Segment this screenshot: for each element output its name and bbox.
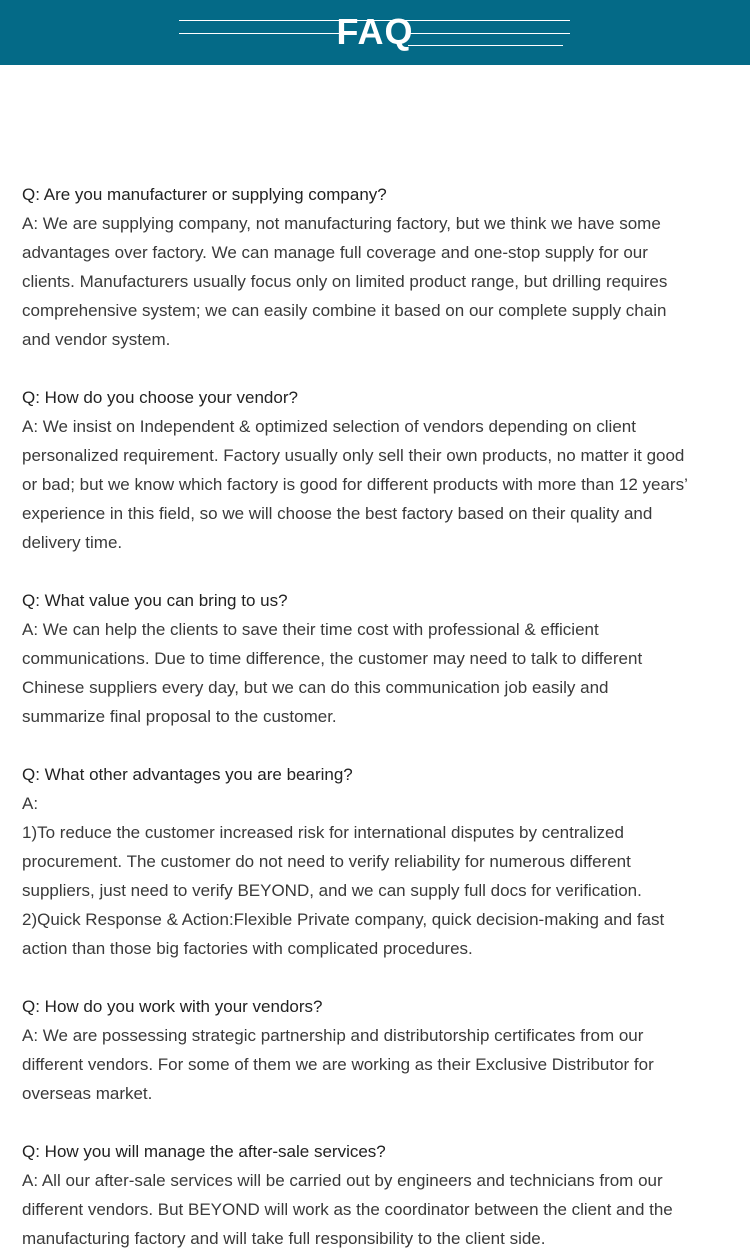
faq-answer-line: comprehensive system; we can easily combine it based on our complete supply chain — [22, 301, 667, 320]
faq-question: Q: Are you manufacturer or supplying company? — [22, 185, 387, 204]
faq-answer-line: summarize final proposal to the customer. — [22, 707, 337, 726]
faq-question: Q: How you will manage the after-sale services? — [22, 1142, 386, 1161]
faq-answer-line: different vendors. But BEYOND will work as the coordinator between the client and the — [22, 1200, 673, 1219]
faq-item — [22, 586, 734, 731]
faq-answer-line: procurement. The customer do not need to verify reliability for numerous different — [22, 852, 631, 871]
faq-list — [0, 65, 734, 1253]
faq-question: Q: What other advantages you are bearing? — [22, 765, 353, 784]
faq-answer-line: personalized requirement. Factory usually only sell their own products, no matter it good — [22, 446, 685, 465]
faq-answer-line: experience in this field, so we will choose the best factory based on their quality and — [22, 504, 653, 523]
faq-answer-line: suppliers, just need to verify BEYOND, and we can supply full docs for verification. — [22, 881, 642, 900]
faq-answer-line: advantages over factory. We can manage full coverage and one-stop supply for our — [22, 243, 648, 262]
faq-answer-line: A: We insist on Independent & optimized selection of vendors depending on client — [22, 417, 636, 436]
faq-answer-line: different vendors. For some of them we are working as their Exclusive Distributor for — [22, 1055, 654, 1074]
faq-answer-line: and vendor system. — [22, 330, 171, 349]
faq-question: Q: What value you can bring to us? — [22, 591, 288, 610]
faq-answer-line: manufacturing factory and will take full responsibility to the client side. — [22, 1229, 546, 1248]
faq-answer-line: clients. Manufacturers usually focus only on limited product range, but drilling requires — [22, 272, 668, 291]
faq-item — [22, 383, 734, 557]
faq-answer-line: A: — [22, 794, 39, 813]
faq-answer-line: or bad; but we know which factory is good for different products with more than 12 years’ — [22, 475, 688, 494]
faq-answer-line: A: All our after-sale services will be carried out by engineers and technicians from our — [22, 1171, 663, 1190]
faq-answer-line: action than those big factories with complicated procedures. — [22, 939, 473, 958]
faq-answer-line: A: We are possessing strategic partnership and distributorship certificates from our — [22, 1026, 644, 1045]
faq-answer-line: delivery time. — [22, 533, 123, 552]
faq-answer-line: 2)Quick Response & Action:Flexible Private company, quick decision-making and fast — [22, 910, 665, 929]
faq-item — [22, 992, 734, 1108]
faq-answer-line: 1)To reduce the customer increased risk for international disputes by centralized — [22, 823, 624, 842]
page-title: FAQ — [336, 11, 414, 52]
faq-answer-line: Chinese suppliers every day, but we can do this communication job easily and — [22, 678, 609, 697]
faq-item — [22, 180, 734, 354]
faq-answer-line: A: We can help the clients to save their time cost with professional & efficient — [22, 620, 599, 639]
faq-item — [22, 760, 734, 963]
faq-answer-line: communications. Due to time difference, the customer may need to talk to different — [22, 649, 643, 668]
faq-banner — [0, 0, 750, 65]
faq-question: Q: How do you choose your vendor? — [22, 388, 298, 407]
faq-answer-line: overseas market. — [22, 1084, 153, 1103]
faq-answer-line: A: We are supplying company, not manufacturing factory, but we think we have some — [22, 214, 661, 233]
faq-item — [22, 1137, 734, 1253]
faq-question: Q: How do you work with your vendors? — [22, 997, 323, 1016]
